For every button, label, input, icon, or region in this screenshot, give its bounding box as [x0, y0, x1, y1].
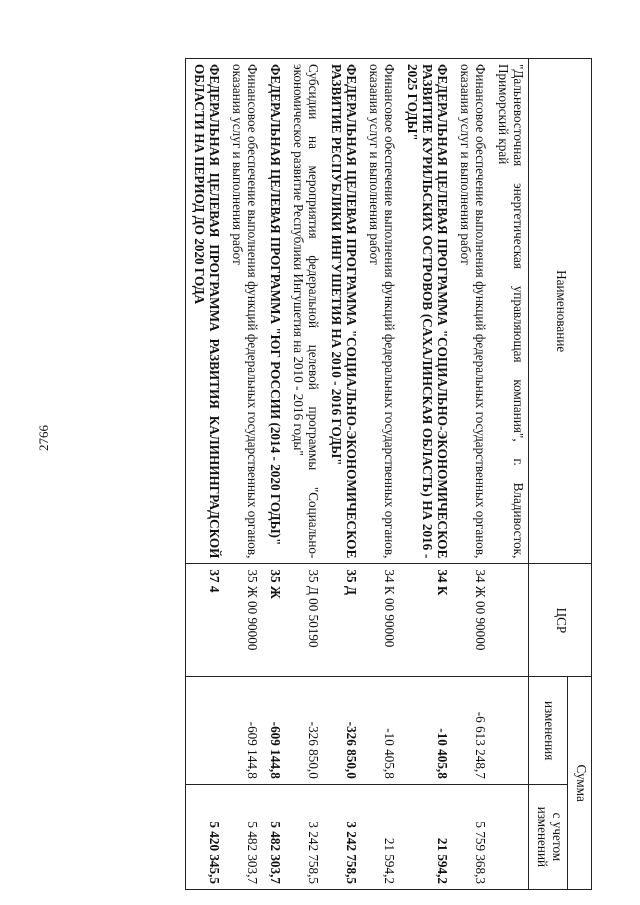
row-total: 5 482 303,7 [262, 784, 285, 889]
row-code: 35 Ж 00 90000 [224, 564, 262, 677]
row-change: -609 144,8 [262, 677, 285, 784]
row-total: 21 594,2 [399, 784, 452, 889]
header-sum: Сумма [568, 677, 592, 890]
header-code: ЦСР [529, 564, 592, 677]
row-code [490, 564, 529, 677]
table-body [186, 59, 529, 890]
row-total: 5 420 345,5 [186, 784, 225, 889]
rotated-table-sheet [120, 58, 592, 890]
row-change: -609 144,8 [224, 677, 262, 784]
table-row [452, 59, 490, 890]
row-code: 35 Ж [262, 564, 285, 677]
table-row [490, 59, 529, 890]
table-row [323, 59, 361, 890]
row-total: 5 759 368,3 [452, 784, 490, 889]
budget-table [185, 58, 592, 890]
row-name: Субсидии на мероприятия федеральной целевой программы "Социально-экономическое развитие Республики Ингушетия на 2010 - 2016 годы" [285, 59, 323, 564]
row-code: 34 К [399, 564, 452, 677]
row-change: -10 405,8 [399, 677, 452, 784]
row-name: ФЕДЕРАЛЬНАЯ ЦЕЛЕВАЯ ПРОГРАММА "СОЦИАЛЬНО-ЭКОНОМИЧЕСКОЕ РАЗВИТИЕ КУРИЛЬСКИХ ОСТРОВОВ (САХАЛИНСКАЯ ОБЛАСТЬ) НА 2016 - 2025 ГОДЫ" [399, 59, 452, 564]
table-row [285, 59, 323, 890]
table-row [186, 59, 225, 890]
row-change [490, 677, 529, 784]
row-name: Финансовое обеспечение выполнения функций федеральных государственных органов, оказания услуг и выполнения работ [224, 59, 262, 564]
table-row [224, 59, 262, 890]
row-total [490, 784, 529, 889]
table-header [529, 59, 592, 890]
row-total: 5 482 303,7 [224, 784, 262, 889]
row-total: 3 242 758,5 [323, 784, 361, 889]
row-name: ФЕДЕРАЛЬНАЯ ЦЕЛЕВАЯ ПРОГРАММА "ЮГ РОССИИ (2014 - 2020 ГОДЫ)" [262, 59, 285, 564]
row-change: -326 850,0 [285, 677, 323, 784]
row-name: "Дальневосточная энергетическая управляющая компания", г. Владивосток, Приморский край [490, 59, 529, 564]
row-name: Финансовое обеспечение выполнения функций федеральных государственных органов, оказания услуг и выполнения работ [361, 59, 399, 564]
table-row [399, 59, 452, 890]
page-number: 2766 [36, 425, 51, 451]
row-name: ФЕДЕРАЛЬНАЯ ЦЕЛЕВАЯ ПРОГРАММА РАЗВИТИЯ КАЛИНИНГРАДСКОЙ ОБЛАСТИ НА ПЕРИОД ДО 2020 ГОДА [186, 59, 225, 564]
header-changes: изменения [529, 677, 568, 784]
header-with-changes: с учетом изменений [529, 784, 568, 889]
row-change: -10 405,8 [361, 677, 399, 784]
table-row [361, 59, 399, 890]
row-code: 35 Д 00 50190 [285, 564, 323, 677]
row-name: ФЕДЕРАЛЬНАЯ ЦЕЛЕВАЯ ПРОГРАММА "СОЦИАЛЬНО-ЭКОНОМИЧЕСКОЕ РАЗВИТИЕ РЕСПУБЛИКИ ИНГУШЕТИЯ НА 2010 - 2016 ГОДЫ" [323, 59, 361, 564]
row-total: 3 242 758,5 [285, 784, 323, 889]
header-name: Наименование [529, 59, 592, 564]
row-change: -326 850,0 [323, 677, 361, 784]
row-code: 34 К 00 90000 [361, 564, 399, 677]
row-change: -6 613 248,7 [452, 677, 490, 784]
row-code: 34 Ж 00 90000 [452, 564, 490, 677]
row-name: Финансовое обеспечение выполнения функций федеральных государственных органов, оказания услуг и выполнения работ [452, 59, 490, 564]
row-change [186, 677, 225, 784]
row-total: 21 594,2 [361, 784, 399, 889]
row-code: 35 Д [323, 564, 361, 677]
row-code: 37 4 [186, 564, 225, 677]
table-row [262, 59, 285, 890]
